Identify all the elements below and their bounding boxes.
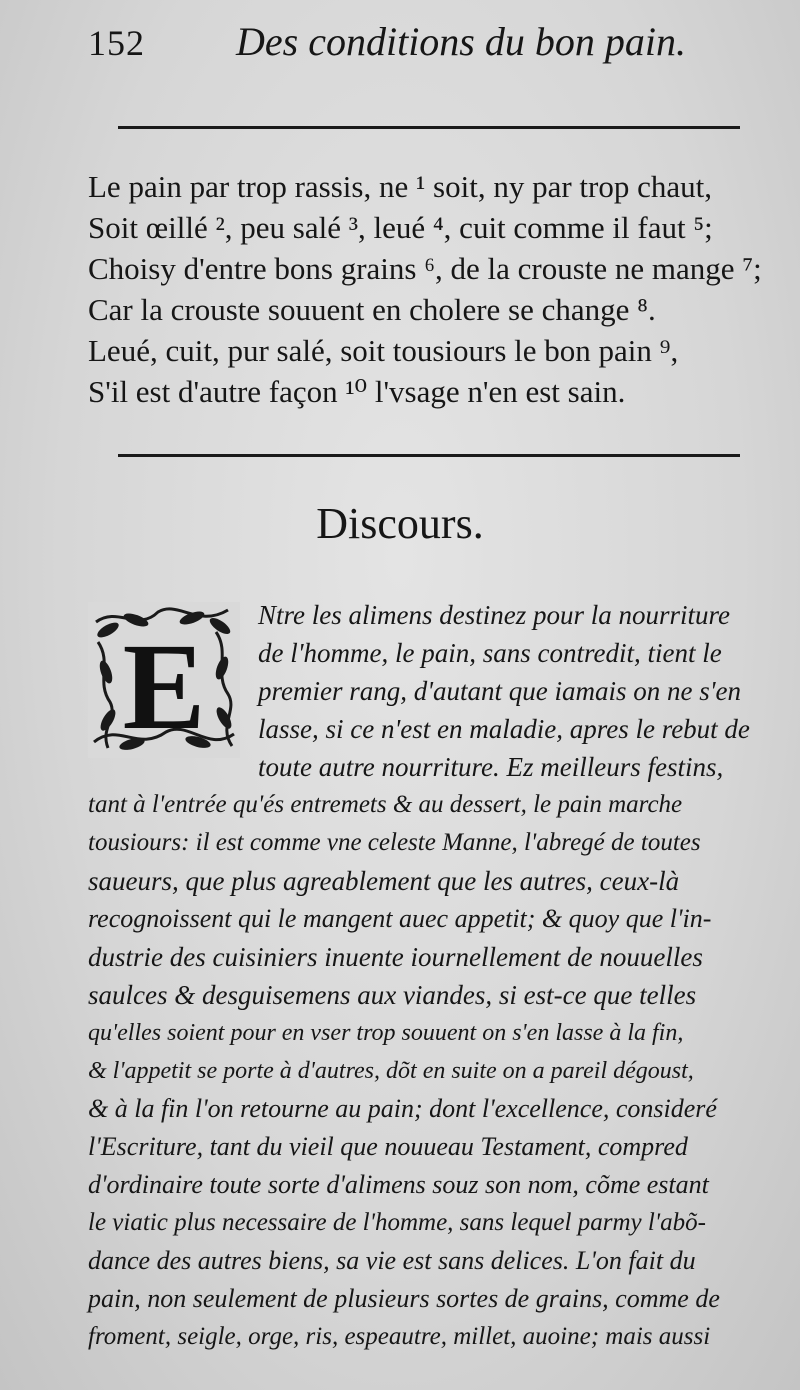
- drop-cap-ornament: [88, 602, 240, 758]
- verse-line: Choisy d'entre bons grains ⁶, de la crouste ne mange ⁷;: [88, 251, 762, 286]
- discourse-line: d'ordinaire toute sorte d'alimens souz son nom, cõme estant: [88, 1170, 709, 1199]
- discourse-line: recognoissent qui le mangent auec appetit; & quoy que l'in-: [88, 904, 712, 933]
- verse-block: [88, 166, 778, 412]
- middle-rule: [118, 454, 740, 457]
- discourse-line: & à la fin l'on retourne au pain; dont l'excellence, consideré: [88, 1094, 717, 1123]
- verse-line: Car la crouste souuent en cholere se change ⁸.: [88, 292, 656, 327]
- discourse-line: tant à l'entrée qu'és entremets & au dessert, le pain marche: [88, 791, 683, 818]
- discourse-line: dance des autres biens, sa vie est sans delices. L'on fait du: [88, 1246, 696, 1275]
- discourse-line: tousiours: il est comme vne celeste Manne, l'abregé de toutes: [88, 829, 701, 856]
- verse-line: Leué, cuit, pur salé, soit tousiours le bon pain ⁹,: [88, 333, 679, 368]
- discourse-line: l'Escriture, tant du vieil que nouueau Testament, compred: [88, 1132, 688, 1161]
- discourse-line: qu'elles soient pour en vser trop souuent on s'en lasse à la fin,: [88, 1020, 684, 1046]
- verse-line: Soit œillé ², peu salé ³, leué ⁴, cuit comme il faut ⁵;: [88, 210, 713, 245]
- discourse-line: premier rang, d'autant que iamais on ne s'en: [258, 676, 742, 706]
- discourse-line: le viatic plus necessaire de l'homme, sans lequel parmy l'abõ-: [88, 1209, 706, 1236]
- discourse-line: toute autre nourriture. Ez meilleurs festins,: [258, 752, 724, 782]
- top-rule: [118, 126, 740, 129]
- discourse-line: & l'appetit se porte à d'autres, dõt en suite on a pareil dégoust,: [88, 1058, 694, 1084]
- running-title: Des conditions du bon pain.: [236, 19, 686, 64]
- svg-text:E: E: [122, 618, 206, 755]
- discourse-line: lasse, si ce n'est en maladie, apres le rebut de: [258, 714, 750, 744]
- discourse-line: dustrie des cuisiniers inuente iournellement de nouuelles: [88, 942, 703, 972]
- discourse-line: de l'homme, le pain, sans contredit, tient le: [258, 638, 722, 668]
- discourse-line: pain, non seulement de plusieurs sortes de grains, comme de: [88, 1284, 720, 1313]
- discourse-line: Ntre les alimens destinez pour la nourriture: [258, 600, 730, 630]
- discourse-line: froment, seigle, orge, ris, espeautre, millet, auoine; mais aussi: [88, 1323, 711, 1350]
- section-heading: Discours.: [316, 499, 484, 548]
- discourse-line: saueurs, que plus agreablement que les autres, ceux-là: [88, 866, 680, 896]
- page-number: 152: [88, 23, 145, 63]
- verse-line: Le pain par trop rassis, ne ¹ soit, ny par trop chaut,: [88, 169, 712, 204]
- verse-line: S'il est d'autre façon ¹⁰ l'vsage n'en est sain.: [88, 374, 626, 409]
- discourse-line: saulces & desguisemens aux viandes, si est-ce que telles: [88, 980, 697, 1010]
